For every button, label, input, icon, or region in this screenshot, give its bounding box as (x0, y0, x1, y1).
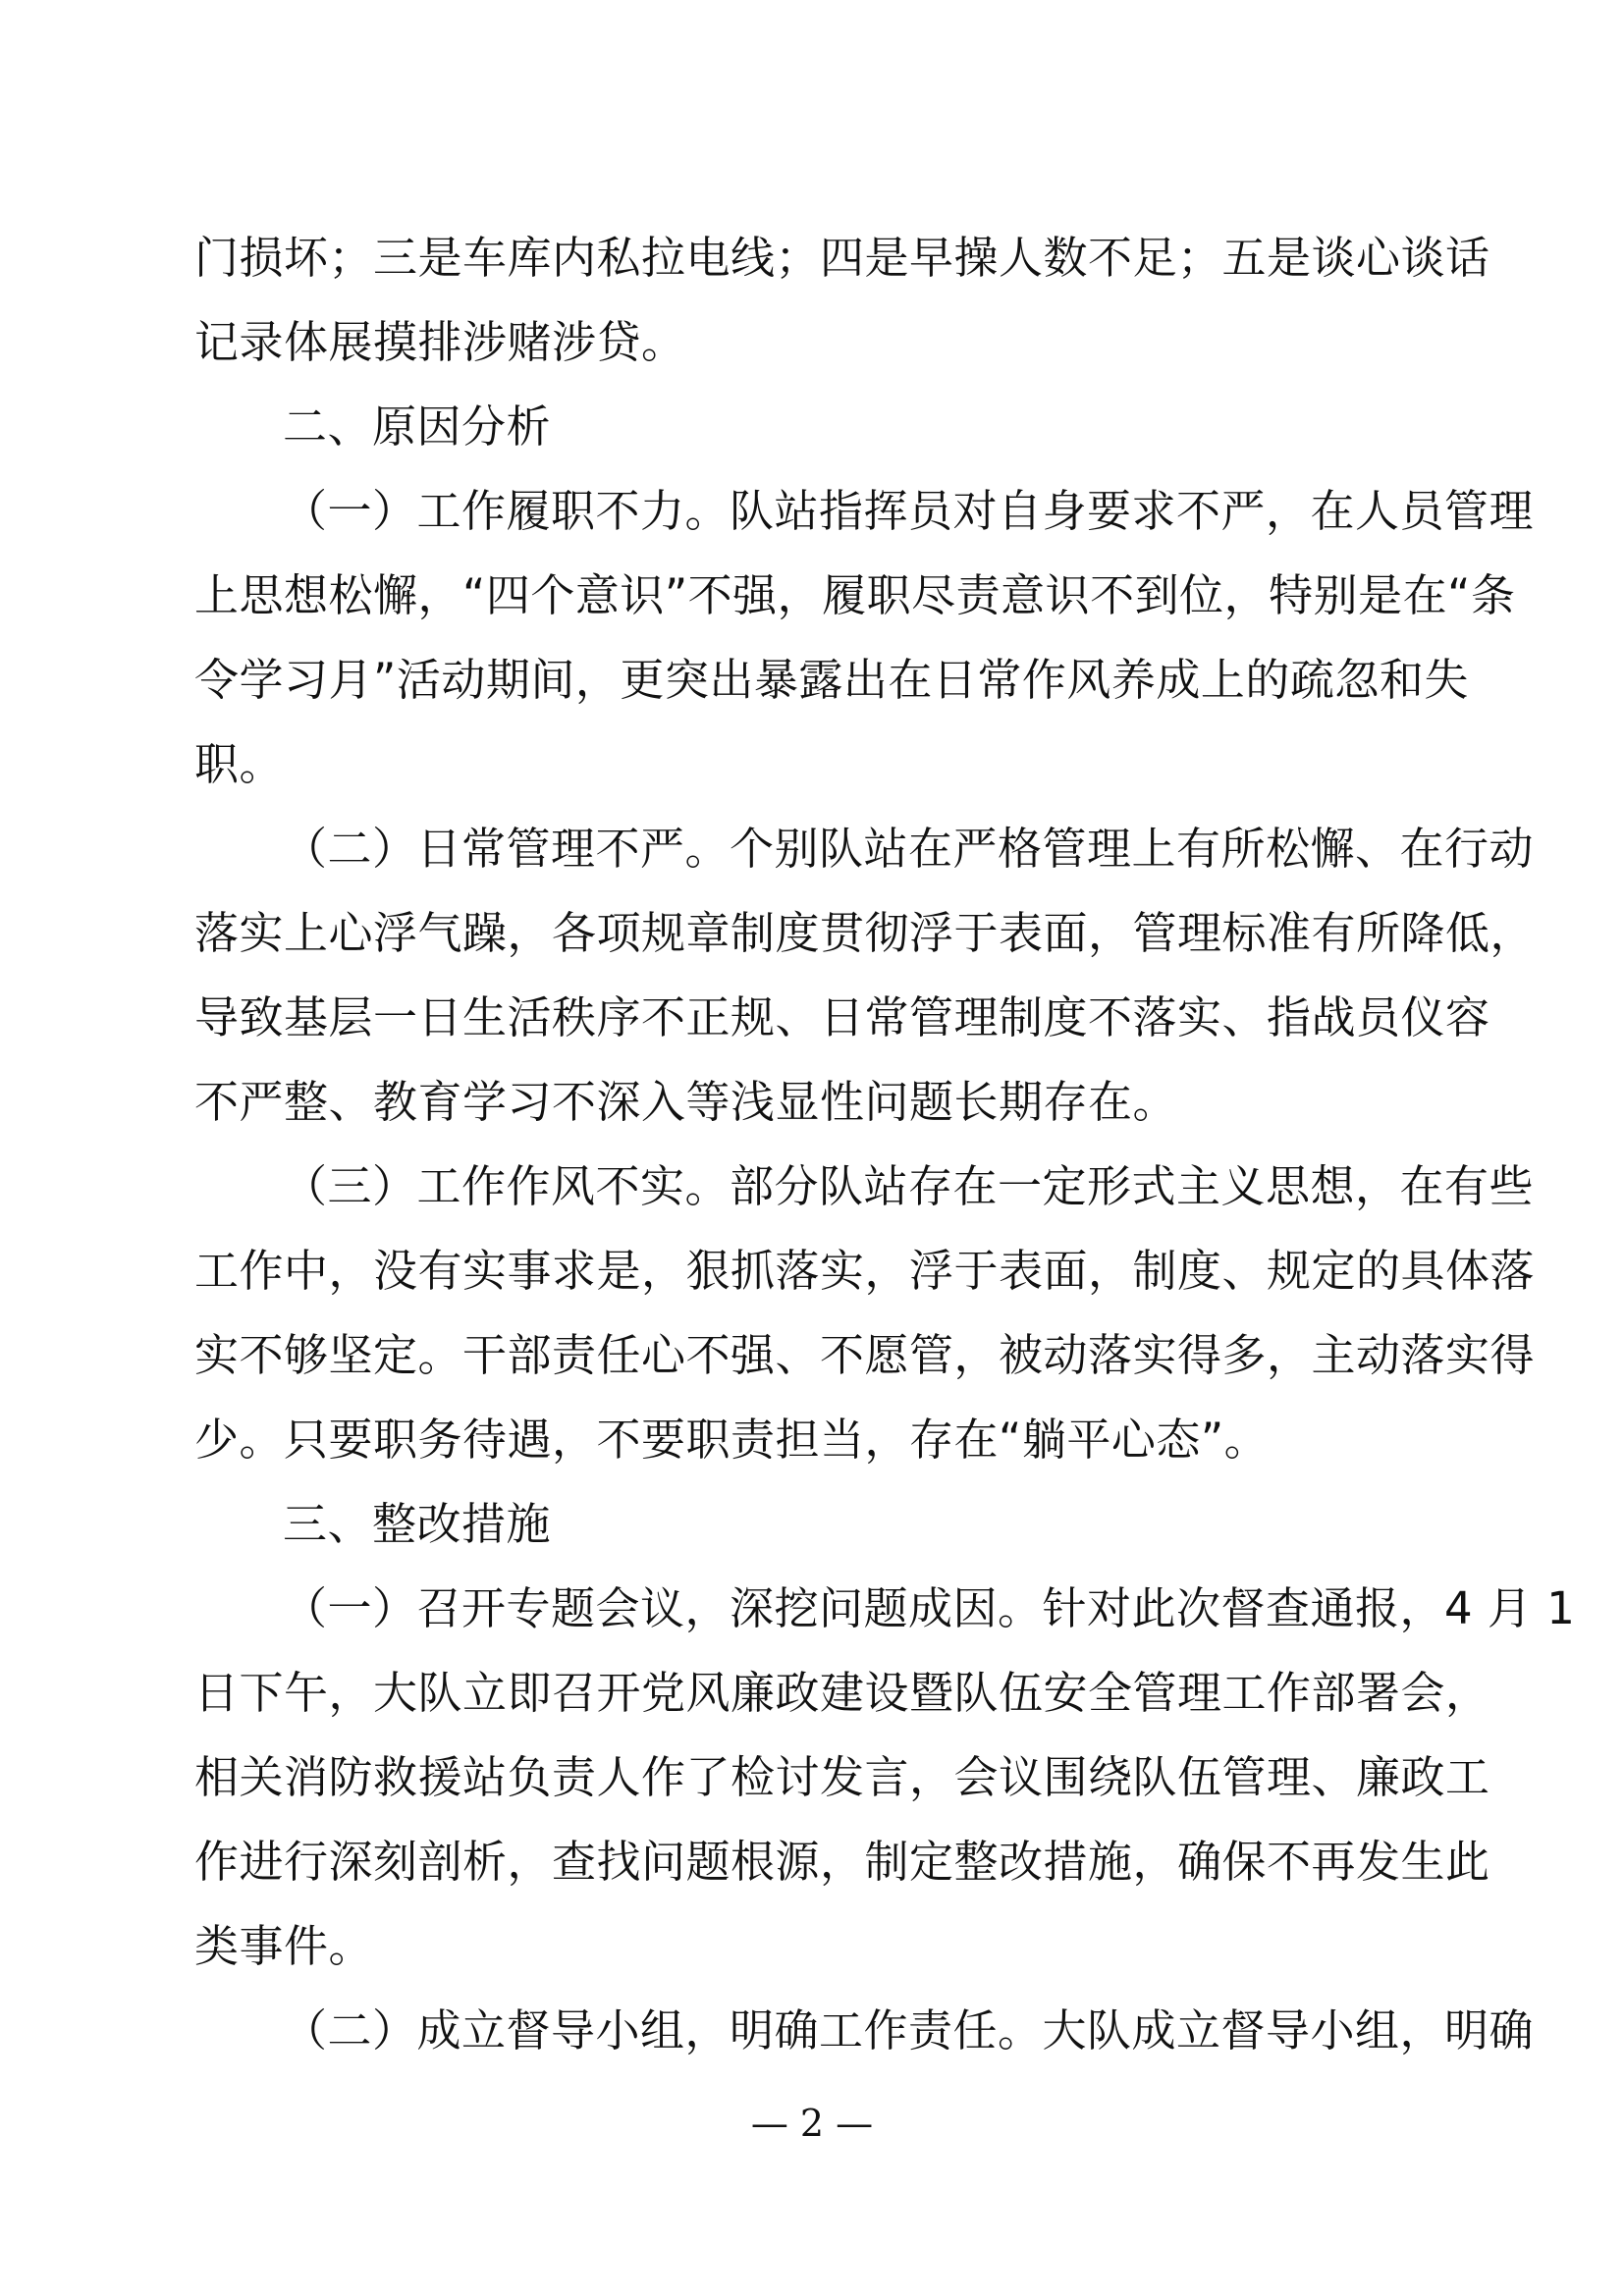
text-line: （二）日常管理不严。个别队站在严格管理上有所松懈、在行动 (283, 823, 1535, 875)
text-line: 实不够坚定。干部责任心不强、不愿管，被动落实得多，主动落实得 (194, 1329, 1536, 1381)
text-line: 导致基层一日生活秩序不正规、日常管理制度不落实、指战员仪容 (194, 991, 1490, 1043)
text-line: 职。 (194, 738, 285, 790)
text-line: 少。只要职务待遇，不要职责担当，存在“躺平心态”。 (194, 1414, 1270, 1466)
text-line: 相关消防救援站负责人作了检讨发言，会议围绕队伍管理、廉政工 (194, 1751, 1490, 1803)
text-line: （三）工作作风不实。部分队站存在一定形式主义思想，在有些 (283, 1160, 1535, 1212)
text-line: 门损坏；三是车库内私拉电线；四是早操人数不足；五是谈心谈话 (194, 232, 1490, 284)
text-line: （一）工作履职不力。队站指挥员对自身要求不严，在人员管理 (283, 485, 1535, 537)
text-line: 作进行深刻剖析，查找问题根源，制定整改措施，确保不再发生此 (194, 1836, 1490, 1888)
text-line: 记录体展摸排涉赌涉贷。 (194, 316, 686, 368)
text-line: （二）成立督导小组，明确工作责任。大队成立督导小组，明确 (283, 2004, 1535, 2056)
text-line: 令学习月”活动期间，更突出暴露出在日常作风养成上的疏忽和失 (194, 654, 1469, 706)
text-line: 类事件。 (194, 1920, 374, 1972)
text-line: （一）召开专题会议，深挖问题成因。针对此次督查通报，4 月 1 (283, 1582, 1576, 1634)
document-body (194, 216, 1576, 2073)
text-line: 二、原因分析 (283, 400, 552, 453)
text-line: 不严整、教育学习不深入等浅显性问题长期存在。 (194, 1076, 1178, 1128)
text-line: 工作中，没有实事求是，狠抓落实，浮于表面，制度、规定的具体落 (194, 1245, 1536, 1297)
text-line: 上思想松懈，“四个意识”不强，履职尽责意识不到位，特别是在“条 (194, 569, 1516, 621)
page-number: — 2 — (750, 2102, 874, 2145)
text-line: 落实上心浮气躁，各项规章制度贯彻浮于表面，管理标准有所降低， (194, 907, 1536, 959)
text-line: 日下午，大队立即召开党风廉政建设暨队伍安全管理工作部署会， (194, 1667, 1490, 1719)
text-line: 三、整改措施 (283, 1498, 552, 1550)
